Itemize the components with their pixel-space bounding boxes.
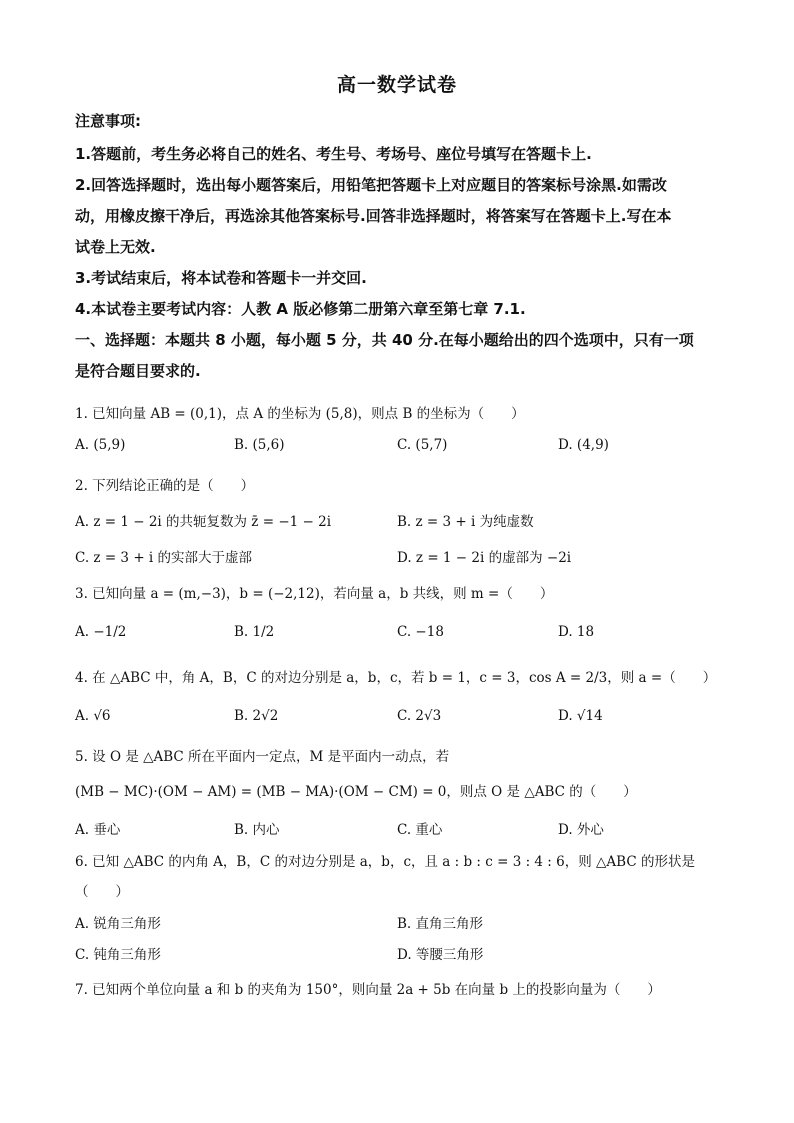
- question-2-option-a[interactable]: A. z = 1 − 2i 的共轭复数为 z̄ = −1 − 2i: [75, 514, 332, 530]
- question-6-stem: 6. 已知 △ABC 的内角 A，B，C 的对边分别是 a，b，c，且 a : b : c = 3 : 4 : 6，则 △ABC 的形状是: [75, 854, 695, 870]
- question-5-stem: 5. 设 O 是 △ABC 所在平面内一定点，M 是平面内一动点，若: [75, 749, 450, 765]
- question-3-option-d[interactable]: D. 18: [558, 624, 595, 640]
- question-7-stem: 7. 已知两个单位向量 a 和 b 的夹角为 150°，则向量 2a + 5b 在向量 b 上的投影向量为（ ）: [75, 982, 661, 998]
- question-1-stem: 1. 已知向量 AB = (0,1)，点 A 的坐标为 (5,8)，则点 B 的坐标为（ ）: [75, 406, 525, 422]
- question-6-stem-cont: （ ）: [75, 884, 129, 900]
- question-1-option-c[interactable]: C. (5,7): [397, 437, 448, 453]
- question-5-option-b[interactable]: B. 内心: [234, 822, 280, 838]
- question-3-option-c[interactable]: C. −18: [397, 624, 444, 640]
- question-6-option-a[interactable]: A. 锐角三角形: [75, 916, 161, 932]
- page-title: 高一数学试卷: [336, 74, 457, 96]
- question-6-option-d[interactable]: D. 等腰三角形: [397, 947, 484, 963]
- question-3-stem: 3. 已知向量 a = (m,−3)，b = (−2,12)，若向量 a，b 共线，则 m =（ ）: [75, 586, 554, 602]
- notice-item-2-end: 试卷上无效.: [75, 238, 156, 256]
- section-heading-cont: 是符合题目要求的.: [75, 362, 201, 380]
- question-4-stem: 4. 在 △ABC 中，角 A，B，C 的对边分别是 a，b，c，若 b = 1，c = 3，cos A = 2/3，则 a =（ ）: [75, 670, 717, 686]
- question-4-option-c[interactable]: C. 2√3: [397, 708, 442, 724]
- question-2-option-d[interactable]: D. z = 1 − 2i 的虚部为 −2i: [397, 550, 572, 566]
- question-1-option-a[interactable]: A. (5,9): [75, 437, 126, 453]
- question-5-option-a[interactable]: A. 垂心: [75, 822, 121, 838]
- question-4-option-b[interactable]: B. 2√2: [234, 708, 279, 724]
- question-5-stem-cont: (MB − MC)·(OM − AM) = (MB − MA)·(OM − CM) = 0，则点 O 是 △ABC 的（ ）: [75, 784, 637, 800]
- question-2-option-c[interactable]: C. z = 3 + i 的实部大于虚部: [75, 550, 253, 566]
- notice-heading: 注意事项:: [75, 112, 141, 130]
- question-6-option-c[interactable]: C. 钝角三角形: [75, 947, 161, 963]
- question-3-option-b[interactable]: B. 1/2: [234, 624, 275, 640]
- question-4-option-d[interactable]: D. √14: [558, 708, 603, 724]
- question-1-option-b[interactable]: B. (5,6): [234, 437, 285, 453]
- question-1-option-d[interactable]: D. (4,9): [558, 437, 609, 453]
- section-heading: 一、选择题：本题共 8 小题，每小题 5 分，共 40 分.在每小题给出的四个选项中，只有一项: [75, 331, 694, 349]
- notice-item-3: 3.考试结束后，将本试卷和答题卡一并交回.: [75, 269, 367, 287]
- question-2-option-b[interactable]: B. z = 3 + i 为纯虚数: [397, 514, 534, 530]
- question-4-option-a[interactable]: A. √6: [75, 708, 111, 724]
- question-5-option-c[interactable]: C. 重心: [397, 822, 443, 838]
- notice-item-2: 2.回答选择题时，选出每小题答案后，用铅笔把答题卡上对应题目的答案标号涂黑.如需改: [75, 176, 667, 194]
- question-2-stem: 2. 下列结论正确的是（ ）: [75, 478, 255, 494]
- notice-item-1: 1.答题前，考生务必将自己的姓名、考生号、考场号、座位号填写在答题卡上.: [75, 145, 592, 163]
- notice-item-4: 4.本试卷主要考试内容：人教 A 版必修第二册第六章至第七章 7.1.: [75, 300, 526, 318]
- notice-item-2-cont: 动，用橡皮擦干净后，再选涂其他答案标号.回答非选择题时，将答案写在答题卡上.写在本: [75, 207, 672, 225]
- question-3-option-a[interactable]: A. −1/2: [75, 624, 127, 640]
- question-6-option-b[interactable]: B. 直角三角形: [397, 916, 484, 932]
- question-5-option-d[interactable]: D. 外心: [558, 822, 604, 838]
